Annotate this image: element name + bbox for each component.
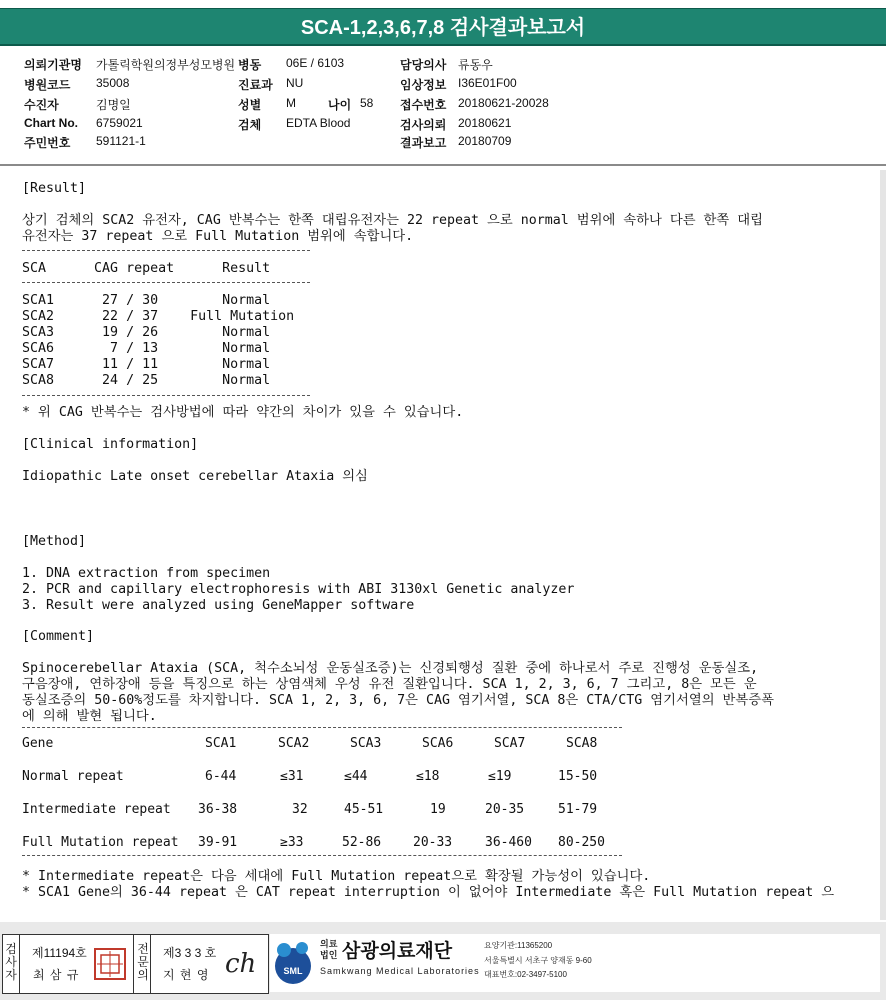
sca-row: SCA2 22 / 37 Full Mutation bbox=[22, 309, 295, 324]
signature: ch bbox=[225, 949, 257, 979]
sca-row: SCA6 7 / 13 Normal bbox=[22, 341, 271, 356]
dept-label: 진료과 bbox=[238, 78, 273, 92]
id-label: 주민번호 bbox=[24, 136, 71, 150]
table-cell: 51-79 bbox=[558, 802, 598, 817]
sca-row: SCA3 19 / 26 Normal bbox=[22, 325, 271, 340]
table-cell: 6-44 bbox=[205, 769, 237, 784]
header-cell: SCA2 bbox=[278, 736, 310, 751]
patient-info bbox=[0, 52, 886, 160]
clinical-text: Idiopathic Late onset cerebellar Ataxia 의심 bbox=[22, 469, 368, 484]
clinical-heading: [Clinical information] bbox=[22, 437, 199, 452]
note-line: * Intermediate repeat은 다음 세대에 Full Mutation repeat으로 확장될 가능성이 있습니다. bbox=[22, 869, 651, 884]
report-title: SCA-1,2,3,6,7,8 검사결과보고서 bbox=[300, 17, 586, 39]
table-cell: ≥33 bbox=[280, 835, 304, 850]
chart-value: 6759021 bbox=[96, 116, 143, 130]
table-cell: 15-50 bbox=[558, 769, 598, 784]
method-step: 2. PCR and capillary electrophoresis with ABI 3130xl Genetic analyzer bbox=[22, 582, 575, 597]
age-label: 나이 bbox=[328, 98, 352, 112]
request-value: 20180621 bbox=[458, 116, 512, 130]
table-cell: ≤44 bbox=[344, 769, 368, 784]
table-cell: 45-51 bbox=[344, 802, 384, 817]
request-label: 검사의뢰 bbox=[400, 118, 447, 132]
org-address: 서울특별시 서초구 양재동 9-60 bbox=[484, 956, 592, 965]
sca-row: SCA7 11 / 11 Normal bbox=[22, 357, 271, 372]
title-bar bbox=[0, 8, 886, 46]
institution-value: 가톨릭학원의정부성모병원 bbox=[96, 58, 236, 72]
table-cell: 36-38 bbox=[198, 802, 238, 817]
examiner-name: 최 삼 규 bbox=[33, 968, 80, 982]
signature-box bbox=[2, 934, 269, 994]
id-value: 591121-1 bbox=[96, 134, 146, 148]
table-cell: ≤19 bbox=[488, 769, 512, 784]
specialist-number: 제3 3 3 호 bbox=[163, 946, 217, 960]
comment-line: 동실조증의 50-60%정도를 차지합니다. SCA 1, 2, 3, 6, 7은 CAG 염기서열, SCA 8은 CTA/CTG 염기서열의 반복증폭 bbox=[22, 693, 774, 708]
hospital-code-label: 병원코드 bbox=[24, 78, 71, 92]
info-divider bbox=[0, 164, 886, 166]
divider bbox=[22, 855, 622, 856]
comment-heading: [Comment] bbox=[22, 629, 95, 644]
receipt-label: 접수번호 bbox=[400, 98, 447, 112]
doctor-value: 류동우 bbox=[458, 58, 493, 72]
report-label: 결과보고 bbox=[400, 136, 447, 150]
table-cell: ≤31 bbox=[280, 769, 304, 784]
table-cell: 19 bbox=[430, 802, 446, 817]
sca-table-header: SCA CAG repeat Result bbox=[22, 261, 271, 276]
method-heading: [Method] bbox=[22, 534, 87, 549]
sca-row: SCA8 24 / 25 Normal bbox=[22, 373, 271, 388]
table-cell: 20-33 bbox=[413, 835, 453, 850]
header-cell: SCA7 bbox=[494, 736, 526, 751]
scrollbar-track[interactable] bbox=[880, 170, 886, 920]
sca-row: SCA1 27 / 30 Normal bbox=[22, 293, 271, 308]
divider bbox=[22, 250, 310, 251]
hospital-code-value: 35008 bbox=[96, 76, 130, 90]
result-text-line-2: 유전자는 37 repeat 으로 Full Mutation 범위에 속합니다. bbox=[22, 229, 414, 244]
sml-logo-text: SML bbox=[283, 966, 303, 976]
table-cell: ≤18 bbox=[416, 769, 440, 784]
age-value: 58 bbox=[360, 96, 374, 110]
divider bbox=[22, 395, 310, 396]
org-type-label: 의료 법인 bbox=[320, 939, 338, 960]
org-code: 요양기관:11365200 bbox=[484, 941, 553, 950]
result-text-line-1: 상기 검체의 SCA2 유전자, CAG 반복수는 한쪽 대립유전자는 22 repeat 으로 normal 범위에 속하나 다른 한쪽 대립 bbox=[22, 213, 763, 228]
clinical-info-value: I36E01F00 bbox=[458, 76, 517, 90]
institution-label: 의뢰기관명 bbox=[24, 58, 82, 72]
method-step: 1. DNA extraction from specimen bbox=[22, 566, 271, 581]
comment-line: 구음장애, 연하장애 등을 특징으로 하는 상염색체 우성 유전 질환입니다. SCA 1, 2, 3, 6, 7 그리고, 8은 모든 운 bbox=[22, 677, 757, 692]
comment-line: 에 의해 발현 됩니다. bbox=[22, 709, 157, 724]
header-cell: SCA3 bbox=[350, 736, 382, 751]
header-cell: SCA6 bbox=[422, 736, 454, 751]
chart-label: Chart No. bbox=[24, 116, 78, 130]
sex-label: 성별 bbox=[238, 98, 262, 112]
receipt-value: 20180621-20028 bbox=[458, 96, 549, 110]
table-cell: 39-91 bbox=[198, 835, 238, 850]
table-cell: 36-460 bbox=[485, 835, 532, 850]
note-line: * SCA1 Gene의 36-44 repeat 은 CAT repeat interruption 이 없어야 Intermediate 혹은 Full Mutation repeat 으 bbox=[22, 885, 835, 900]
report-value: 20180709 bbox=[458, 134, 512, 148]
table-cell: 20-35 bbox=[485, 802, 525, 817]
doctor-label: 담당의사 bbox=[400, 58, 447, 72]
table-cell: Normal repeat bbox=[22, 769, 124, 784]
ward-value: 06E / 6103 bbox=[286, 56, 345, 70]
specialist-name: 지 현 영 bbox=[163, 968, 210, 982]
examiner-number: 제11194호 bbox=[32, 946, 87, 960]
table-cell: 52-86 bbox=[342, 835, 382, 850]
divider bbox=[22, 282, 310, 283]
result-note: * 위 CAG 반복수는 검사방법에 따라 약간의 차이가 있을 수 있습니다. bbox=[22, 405, 464, 420]
organization-banner bbox=[270, 934, 880, 992]
org-phone: 대표번호:02-3497-5100 bbox=[484, 970, 567, 979]
table-cell: Intermediate repeat bbox=[22, 802, 171, 817]
org-name: 삼광의료재단 bbox=[342, 941, 453, 962]
examiner-label: 검사자 bbox=[5, 942, 17, 982]
clinical-info-label: 임상정보 bbox=[400, 78, 447, 92]
comment-line: Spinocerebellar Ataxia (SCA, 척수소뇌성 운동실조증)는 신경퇴행성 질환 중에 하나로서 주로 진행성 운동실조, bbox=[22, 661, 759, 676]
header-cell: SCA8 bbox=[566, 736, 598, 751]
header-cell: SCA1 bbox=[205, 736, 237, 751]
ward-label: 병동 bbox=[238, 58, 262, 72]
table-cell: 80-250 bbox=[558, 835, 605, 850]
patient-label: 수진자 bbox=[24, 98, 59, 112]
sml-logo-icon bbox=[272, 936, 314, 990]
specialist-label: 전문의 bbox=[137, 942, 149, 982]
seal-icon bbox=[93, 947, 127, 981]
method-step: 3. Result were analyzed using GeneMapper software bbox=[22, 598, 415, 613]
result-heading: [Result] bbox=[22, 181, 87, 196]
specimen-label: 검체 bbox=[238, 118, 262, 132]
divider bbox=[22, 727, 622, 728]
header-cell: Gene bbox=[22, 736, 54, 751]
org-english-name: Samkwang Medical Laboratories bbox=[320, 966, 480, 976]
dept-value: NU bbox=[286, 76, 304, 90]
table-cell: Full Mutation repeat bbox=[22, 835, 179, 850]
patient-value: 김명일 bbox=[96, 98, 131, 112]
sex-value: M bbox=[286, 96, 296, 110]
specimen-value: EDTA Blood bbox=[286, 116, 351, 130]
table-cell: 32 bbox=[292, 802, 308, 817]
